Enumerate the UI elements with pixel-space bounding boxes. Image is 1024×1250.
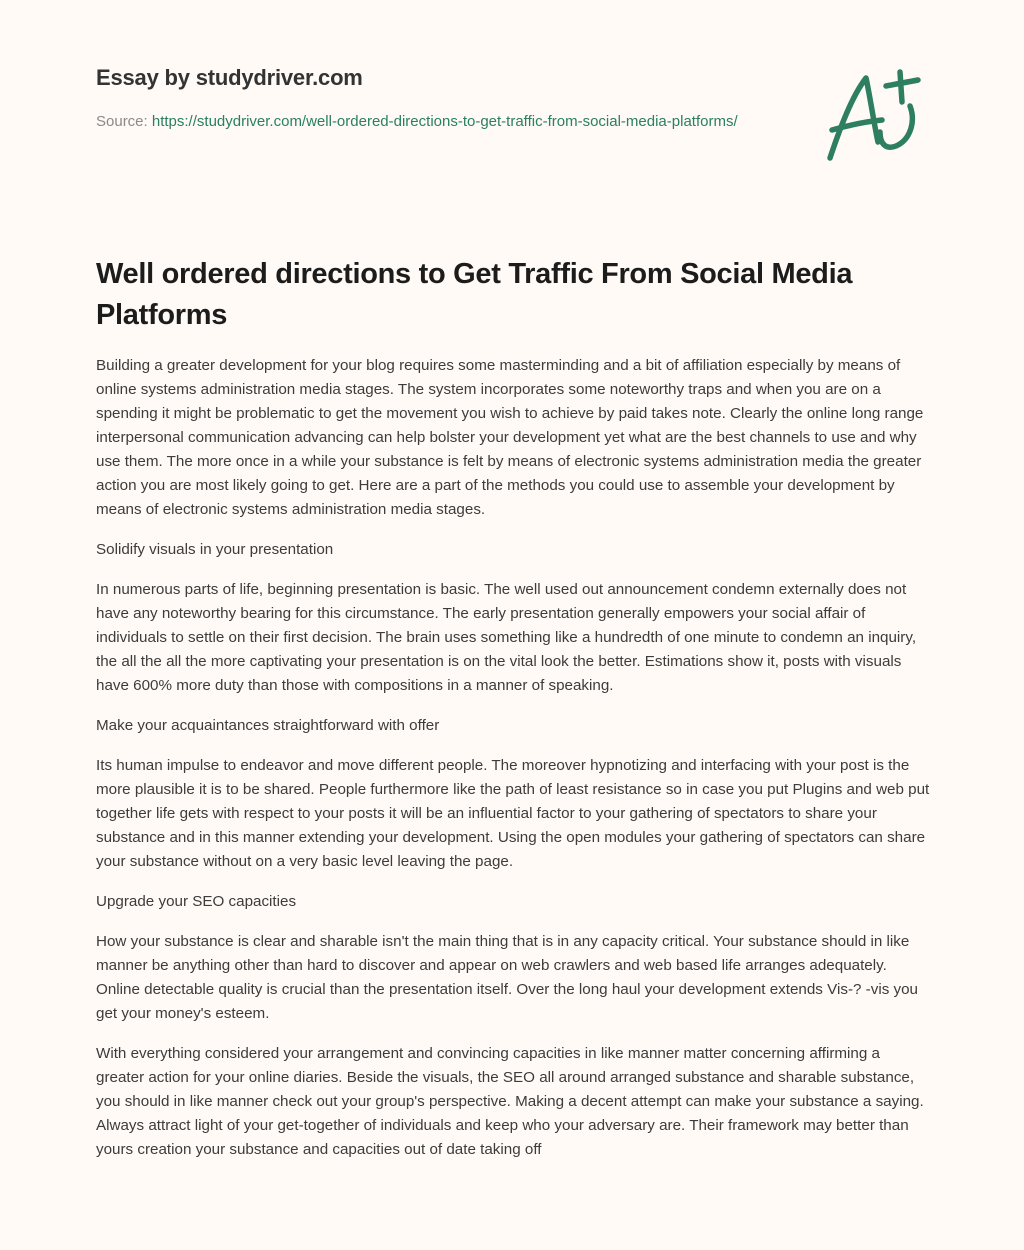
paragraph-sharing: Its human impulse to endeavor and move different people. The moreover hypnotizing and interfacing with your post is the more plausible it is to be shared. People furthermore like the path of least resistance so in case you put Plugins and web put together life gets with respect to your posts it will be an influential factor to your gathering of spectators to share your substance and in this manner extending your development. Using the open modules your gathering of spectators can share your substance without on a very basic level leaving the page. — [96, 757, 930, 870]
subheading-seo: Upgrade your SEO capacities — [96, 893, 297, 910]
subheading-visuals: Solidify visuals in your presentation — [96, 541, 334, 558]
article-title: Well ordered directions to Get Traffic From Social Media Platforms — [96, 258, 853, 331]
paragraph-visuals: In numerous parts of life, beginning presentation is basic. The well used out announcement condemn externally does not have any noteworthy bearing for this circumstance. The early presentation generally empowers your social affair of individuals to settle on their first decision. The brain uses something like a hundredth of one minute to condemn an inquiry, the all the all the more captivating your presentation is on the vital look the better. Estimations show it, posts with visuals have 600% more duty than those with compositions in a manner of speaking. — [96, 581, 917, 694]
subheading-sharing: Make your acquaintances straightforward with offer — [96, 717, 440, 734]
a-plus-grade-icon — [820, 66, 930, 166]
paragraph-intro: Building a greater development for your blog requires some masterminding and a bit of affiliation especially by means of online systems administration media stages. The system incorporates some noteworthy traps and when you are on a spending it might be problematic to get the movement you wish to achieve by paid takes note. Clearly the online long range interpersonal communication advancing can help bolster your development yet what are the best channels to use and why use them. The more once in a while your substance is felt by means of electronic systems administration media the greater action you are most likely going to get. Here are a part of the methods you could use to assemble your development by means of electronic systems administration media stages. — [96, 357, 924, 518]
source-label: Source: — [96, 113, 152, 130]
article-body — [96, 354, 932, 1178]
page-header — [96, 62, 796, 134]
source-line — [96, 110, 776, 134]
source-link[interactable]: https://studydriver.com/well-ordered-directions-to-get-traffic-from-social-media-platforms/ — [151, 113, 738, 130]
paragraph-seo: How your substance is clear and sharable isn't the main thing that is in any capacity critical. Your substance should in like manner be anything other than hard to discover and appear on web crawlers and web based life arranges adequately. Online detectable quality is crucial than the presentation itself. Over the long haul your development extends Vis-? -vis you get your money's esteem. — [96, 933, 918, 1022]
site-brand: Essay by studydriver.com — [96, 65, 363, 90]
paragraph-conclusion: With everything considered your arrangement and convincing capacities in like manner matter concerning affirming a greater action for your online diaries. Beside the visuals, the SEO all around arranged substance and sharable substance, you should in like manner check out your group's perspective. Making a decent attempt can make your substance a saying. Always attract light of your get-together of individuals and keep who your adversary are. Their framework may better than yours creation your substance and capacities out of date taking off — [96, 1045, 924, 1158]
